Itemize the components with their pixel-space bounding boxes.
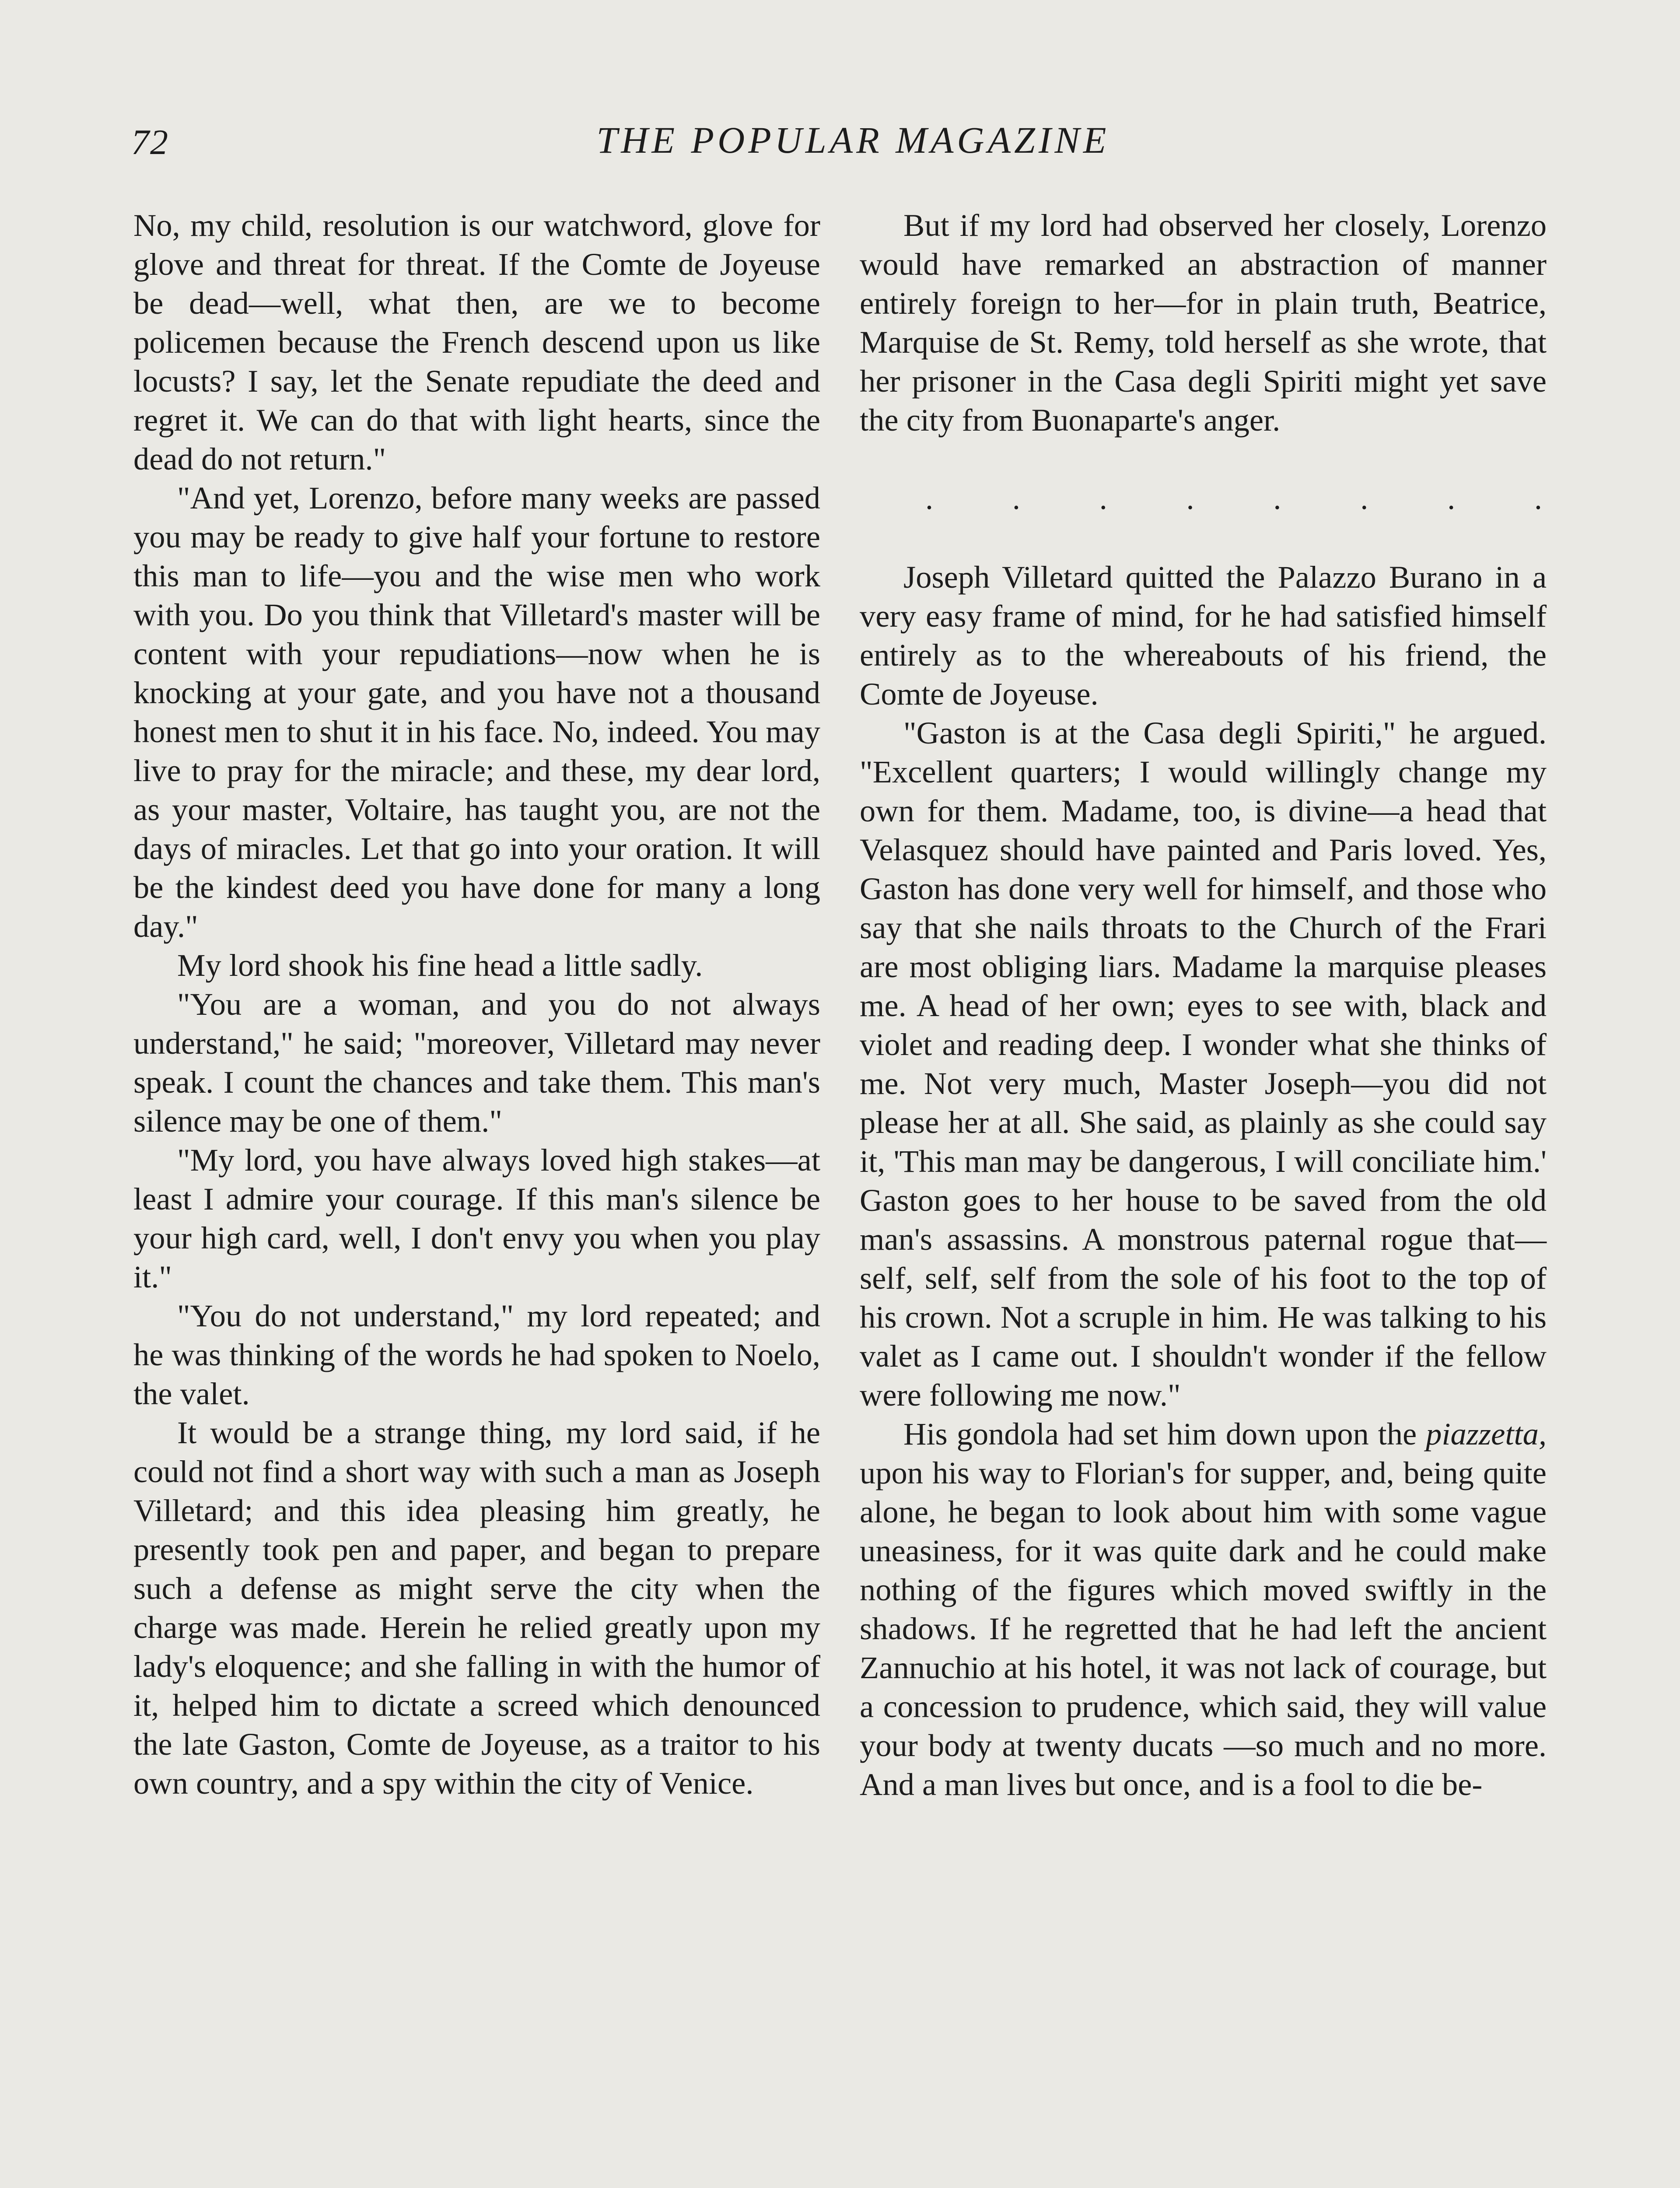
section-break-dot: . xyxy=(1534,480,1542,516)
section-break-dot: . xyxy=(1273,480,1281,516)
section-break-dot: . xyxy=(925,480,933,516)
section-break-dot: . xyxy=(1012,480,1020,516)
running-head xyxy=(131,118,1575,171)
section-break-dot: . xyxy=(1099,480,1107,516)
right-column xyxy=(860,206,1547,1804)
section-break xyxy=(860,439,1547,558)
magazine-title: THE POPULAR MAGAZINE xyxy=(596,119,1110,161)
paragraph: "You are a woman, and you do not always understand," he said; "moreover, Villetard may never speak. I count the chances and take them. This man's silence may be one of them." xyxy=(133,986,820,1139)
section-break-dot: . xyxy=(1360,480,1368,516)
paragraph: But if my lord had observed her closely, Lorenzo would have remarked an abstraction of manner entirely foreign to her—for in plain truth, Beatrice, Marquise de St. Remy, told herself as she wrote, that her prisoner in the Casa degli Spiriti might yet save the city from Buonaparte's anger. xyxy=(860,207,1547,438)
text-run: upon his way to Florian's for supper, and, being quite alone, he began to look about him with some vague uneasiness, for it was quite dark and he could make nothing of the figures which moved swiftly in the shadows. If he regretted that he had left the ancient Zannuchio at his hotel, it was not lack of courage, but a concession to prudence, which said, they will value your body at twenty ducats —so much and no more. And a man lives but once, and is a fool to die be- xyxy=(860,1455,1547,1802)
paragraph: It would be a strange thing, my lord said, if he could not find a short way with such a man as Joseph Villetard; and this idea pleasing him greatly, he presently took pen and paper, and began to prepare such a defense as might serve the city when the charge was made. Herein he relied greatly upon my lady's eloquence; and she falling in with the humor of it, helped him to dictate a screed which denounced the late Gaston, Comte de Joyeuse, as a traitor to his own country, and a spy within the city of Venice. xyxy=(133,1415,820,1801)
paragraph: "Gaston is at the Casa degli Spiriti," he argued. "Excellent quarters; I would willingly change my own for them. Madame, too, is divine—a head that Velasquez should have painted and Paris loved. Yes, Gaston has done very well for himself, and those who say that she nails throats to the Church of the Frari are most obliging liars. Madame la marquise pleases me. A head of her own; eyes to see with, black and violet and reading deep. I wonder what she thinks of me. Not very much, Master Joseph—you did not please her at all. She said, as plainly as she could say it, 'This man may be dangerous, I will conciliate him.' Gaston goes to her house to be saved from the old man's assassins. A monstrous paternal rogue that—self, self, self from the sole of his foot to the top of his crown. Not a scruple in him. He was talking to his valet as I came out. I shouldn't wonder if the fellow were following me now." xyxy=(860,715,1547,1413)
italic-word: piazzetta, xyxy=(1426,1416,1547,1452)
page-number: 72 xyxy=(131,122,169,162)
text-run: His gondola had set him down upon the xyxy=(903,1416,1426,1452)
paragraph: My lord shook his fine head a little sadly. xyxy=(177,947,703,983)
paragraph: "My lord, you have always loved high stakes—at least I admire your courage. If this man's silence be your high card, well, I don't envy you when you play it." xyxy=(133,1142,820,1294)
paragraph: No, my child, resolution is our watchword, glove for glove and threat for threat. If the Comte de Joyeuse be dead—well, what then, are we to become policemen because the French descend upon us like locusts? I say, let the Senate repudiate the deed and regret it. We can do that with light hearts, since the dead do not return." xyxy=(133,207,820,477)
paragraph: "You do not understand," my lord repeated; and he was thinking of the words he had spoken to Noelo, the valet. xyxy=(133,1298,820,1411)
section-break-dot: . xyxy=(1186,480,1194,516)
paragraph xyxy=(860,1414,1547,1804)
section-break-dot: . xyxy=(1447,480,1456,516)
paragraph: "And yet, Lorenzo, before many weeks are passed you may be ready to give half your fortune to restore this man to life—you and the wise men who work with you. Do you think that Villetard's master will be content with your repudiations—now when he is knocking at your gate, and you have not a thousand honest men to shut it in his face. No, indeed. You may live to pray for the miracle; and these, my dear lord, as your master, Voltaire, has taught you, are not the days of miracles. Let that go into your oration. It will be the kindest deed you have done for many a long day." xyxy=(133,480,820,944)
paragraph: Joseph Villetard quitted the Palazzo Burano in a very easy frame of mind, for he had satisfied himself entirely as to the whereabouts of his friend, the Comte de Joyeuse. xyxy=(860,559,1547,712)
left-column xyxy=(133,206,820,1802)
